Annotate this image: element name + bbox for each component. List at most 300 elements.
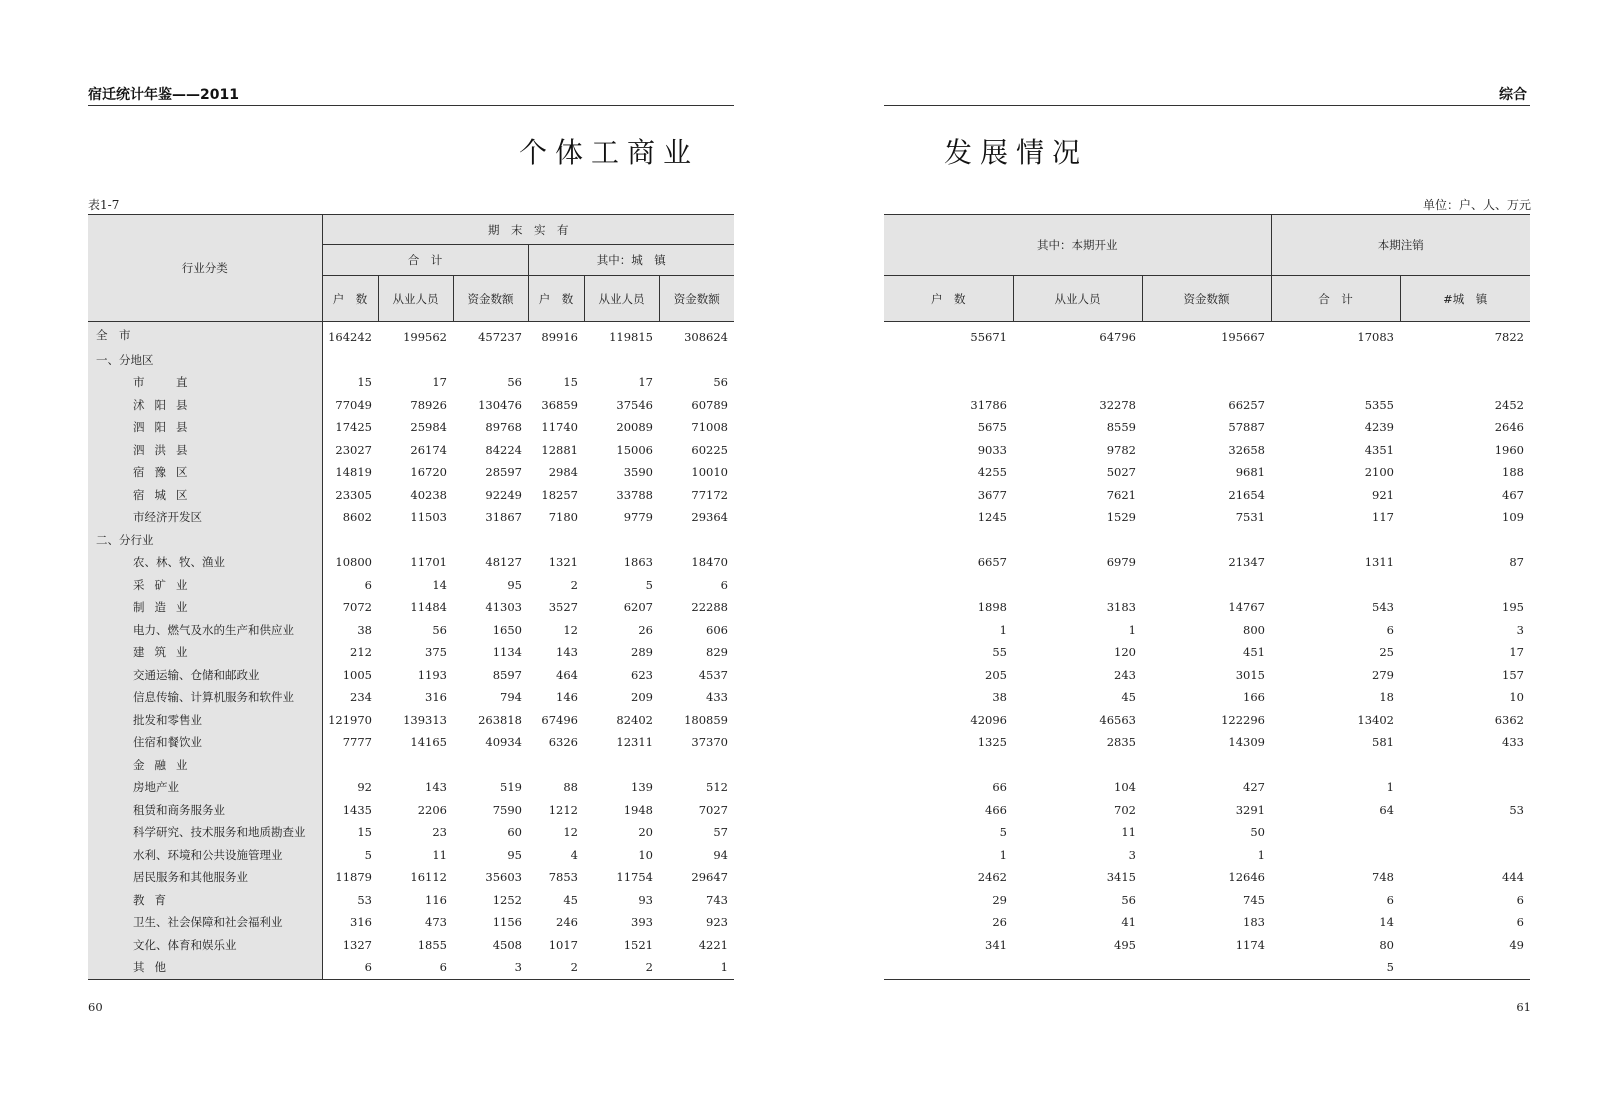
row-category: 二、分行业	[88, 529, 322, 552]
table-cell: 32658	[1228, 442, 1265, 457]
table-cell	[884, 956, 1013, 979]
table-cell: 581	[1372, 735, 1394, 750]
table-cell: 606	[706, 622, 728, 637]
table-cell	[528, 529, 584, 552]
table-cell	[659, 529, 734, 552]
row-category: 居民服务和其他服务业	[88, 866, 322, 889]
table-cell: 122296	[1221, 712, 1265, 727]
row-category: 房地产业	[88, 776, 322, 799]
table-cell	[584, 529, 659, 552]
table-cell: 1948	[623, 802, 653, 817]
table-cell: 56	[1121, 892, 1136, 907]
table-row	[884, 371, 1530, 394]
table-cell: 6	[1386, 622, 1394, 637]
header-category: 行业分类	[88, 215, 322, 322]
table-cell: 166	[1243, 690, 1265, 705]
table-cell: 109	[1502, 510, 1524, 525]
table-cell: 15	[563, 375, 578, 390]
right-data-table	[884, 214, 1530, 980]
table-cell: 829	[706, 645, 728, 660]
table-cell: 66	[992, 780, 1007, 795]
table-cell: 15006	[616, 442, 653, 457]
table-cell: 1	[1257, 847, 1265, 862]
table-cell: 473	[425, 915, 447, 930]
table-cell: 234	[350, 690, 372, 705]
table-cell: 512	[706, 780, 728, 795]
left-data-table	[88, 214, 734, 980]
table-cell: 6207	[623, 600, 653, 615]
table-cell: 3183	[1106, 600, 1136, 615]
table-row	[884, 596, 1530, 619]
table-cell	[1271, 371, 1400, 394]
table-cell	[1013, 529, 1142, 552]
table-cell: 18257	[541, 487, 578, 502]
table-cell: 157	[1502, 667, 1524, 682]
table-cell: 543	[1372, 600, 1394, 615]
table-row	[884, 664, 1530, 687]
table-row	[88, 394, 734, 417]
header-cancel-urban: #城 镇	[1400, 276, 1530, 322]
table-cell: 10010	[691, 465, 728, 480]
table-cell: 9779	[623, 510, 653, 525]
table-cell: 183	[1243, 915, 1265, 930]
header-urban-employees: 从业人员	[584, 276, 659, 322]
header-opened-employees: 从业人员	[1013, 276, 1142, 322]
table-cell: 1321	[548, 555, 578, 570]
table-row	[88, 322, 734, 349]
table-row	[88, 956, 734, 979]
table-cell: 427	[1243, 780, 1265, 795]
table-cell: 92	[357, 780, 372, 795]
table-row	[88, 641, 734, 664]
row-category: 住宿和餐饮业	[88, 731, 322, 754]
table-cell: 139	[631, 780, 653, 795]
table-cell: 1	[999, 622, 1007, 637]
table-cell: 53	[357, 892, 372, 907]
table-cell: 104	[1114, 780, 1136, 795]
table-cell	[884, 371, 1013, 394]
table-cell: 11740	[541, 420, 578, 435]
row-category: 宿豫区	[88, 461, 322, 484]
table-cell: 3415	[1106, 870, 1136, 885]
table-cell	[1013, 371, 1142, 394]
table-cell	[1400, 371, 1530, 394]
table-cell: 31867	[485, 510, 522, 525]
table-cell: 1017	[548, 937, 578, 952]
table-cell: 464	[556, 667, 578, 682]
table-cell: 195	[1502, 600, 1524, 615]
table-cell	[1400, 754, 1530, 777]
table-cell: 26	[992, 915, 1007, 930]
table-cell: 4508	[492, 937, 522, 952]
table-cell: 12	[563, 825, 578, 840]
row-category: 全 市	[88, 322, 322, 349]
table-cell: 13402	[1357, 712, 1394, 727]
table-cell: 4	[570, 847, 578, 862]
table-cell: 11754	[616, 870, 653, 885]
table-cell: 4537	[698, 667, 728, 682]
table-cell: 14309	[1228, 735, 1265, 750]
table-row	[88, 889, 734, 912]
table-cell: 89768	[485, 420, 522, 435]
table-cell: 67496	[541, 712, 578, 727]
table-cell: 1855	[417, 937, 447, 952]
table-cell: 2462	[977, 870, 1007, 885]
row-category: 信息传输、计算机服务和软件业	[88, 686, 322, 709]
table-cell: 1156	[492, 915, 522, 930]
table-cell: 5675	[977, 420, 1007, 435]
table-cell: 263818	[478, 712, 522, 727]
table-cell: 117	[1372, 510, 1394, 525]
table-cell: 12646	[1228, 870, 1265, 885]
table-cell: 6362	[1494, 712, 1524, 727]
table-cell	[1400, 349, 1530, 372]
table-cell: 3	[1516, 622, 1524, 637]
table-row	[88, 799, 734, 822]
table-cell: 143	[556, 645, 578, 660]
row-category: 教育	[88, 889, 322, 912]
table-cell: 11	[1121, 825, 1136, 840]
row-category: 建筑业	[88, 641, 322, 664]
table-row	[88, 596, 734, 619]
row-category: 泗洪县	[88, 439, 322, 462]
row-category: 科学研究、技术服务和地质勘查业	[88, 821, 322, 844]
table-cell: 116	[425, 892, 447, 907]
table-cell: 12311	[616, 735, 653, 750]
table-cell: 25	[1379, 645, 1394, 660]
table-cell: 12881	[541, 442, 578, 457]
table-cell: 7531	[1235, 510, 1265, 525]
table-row	[884, 461, 1530, 484]
table-cell: 11503	[410, 510, 447, 525]
table-cell: 60	[507, 825, 522, 840]
table-row	[884, 821, 1530, 844]
table-cell	[1271, 574, 1400, 597]
table-cell: 95	[507, 847, 522, 862]
table-cell: 37546	[616, 397, 653, 412]
table-cell: 17425	[335, 420, 372, 435]
table-row	[88, 934, 734, 957]
table-cell: 31786	[970, 397, 1007, 412]
table-cell: 1	[999, 847, 1007, 862]
table-cell	[378, 349, 453, 372]
table-cell: 7777	[342, 735, 372, 750]
table-cell: 121970	[328, 712, 372, 727]
table-cell: 433	[706, 690, 728, 705]
table-cell: 120	[1114, 645, 1136, 660]
table-cell: 60225	[691, 442, 728, 457]
table-cell: 29364	[691, 510, 728, 525]
row-category: 金融业	[88, 754, 322, 777]
table-row	[88, 866, 734, 889]
table-cell: 84224	[485, 442, 522, 457]
table-row	[88, 349, 734, 372]
row-category: 其他	[88, 956, 322, 979]
table-cell: 433	[1502, 735, 1524, 750]
left-table-body	[88, 322, 734, 980]
table-cell: 3291	[1235, 802, 1265, 817]
table-cell: 6	[322, 956, 378, 979]
table-row	[88, 619, 734, 642]
table-cell: 64	[1379, 802, 1394, 817]
row-category: 文化、体育和娱乐业	[88, 934, 322, 957]
table-cell	[584, 754, 659, 777]
table-cell	[1271, 529, 1400, 552]
row-category: 一、分地区	[88, 349, 322, 372]
table-cell: 20	[638, 825, 653, 840]
table-cell: 20089	[616, 420, 653, 435]
table-cell: 146	[556, 690, 578, 705]
table-cell: 95	[507, 577, 522, 592]
table-cell: 119815	[609, 330, 653, 345]
table-cell: 15	[357, 825, 372, 840]
table-cell: 3	[1128, 847, 1136, 862]
table-row	[88, 416, 734, 439]
table-cell: 10800	[335, 555, 372, 570]
table-cell	[1013, 956, 1142, 979]
table-row	[884, 754, 1530, 777]
table-row	[884, 619, 1530, 642]
table-cell	[1142, 574, 1271, 597]
table-cell: 2206	[417, 802, 447, 817]
table-row	[88, 686, 734, 709]
table-number: 表1-7	[88, 198, 120, 212]
header-cancel-total: 合 计	[1271, 276, 1400, 322]
table-cell: 10	[1509, 690, 1524, 705]
table-row	[884, 506, 1530, 529]
row-category: 卫生、社会保障和社会福利业	[88, 911, 322, 934]
table-cell: 64796	[1099, 330, 1136, 345]
table-cell: 1435	[342, 802, 372, 817]
table-row	[88, 439, 734, 462]
table-cell: 28597	[485, 465, 522, 480]
table-cell	[584, 349, 659, 372]
table-row	[88, 754, 734, 777]
table-row	[88, 844, 734, 867]
table-cell: 9681	[1235, 465, 1265, 480]
table-cell: 164242	[328, 330, 372, 345]
row-category: 租赁和商务服务业	[88, 799, 322, 822]
table-cell: 14165	[410, 735, 447, 750]
table-cell: 6979	[1106, 555, 1136, 570]
table-cell: 466	[985, 802, 1007, 817]
table-cell: 2	[528, 956, 584, 979]
table-cell: 743	[706, 892, 728, 907]
table-cell: 3527	[548, 600, 578, 615]
table-cell: 35603	[485, 870, 522, 885]
table-cell: 7590	[492, 802, 522, 817]
table-cell: 55671	[970, 330, 1007, 345]
table-cell: 921	[1372, 487, 1394, 502]
table-cell	[1271, 821, 1400, 844]
table-cell: 519	[500, 780, 522, 795]
table-cell: 7027	[698, 802, 728, 817]
table-cell	[1142, 956, 1271, 979]
row-category: 沭阳县	[88, 394, 322, 417]
table-cell: 4221	[698, 937, 728, 952]
table-cell: 1521	[623, 937, 653, 952]
table-cell: 246	[556, 915, 578, 930]
table-row	[884, 911, 1530, 934]
table-cell: 15	[357, 375, 372, 390]
table-cell: 14767	[1228, 600, 1265, 615]
table-row	[884, 416, 1530, 439]
table-cell: 7853	[548, 870, 578, 885]
table-cell	[453, 754, 528, 777]
table-row	[884, 799, 1530, 822]
table-row	[884, 776, 1530, 799]
table-cell: 451	[1243, 645, 1265, 660]
row-category: 农、林、牧、渔业	[88, 551, 322, 574]
row-category: 交通运输、仓储和邮政业	[88, 664, 322, 687]
header-opened: 其中：本期开业	[884, 215, 1271, 276]
table-cell: 341	[985, 937, 1007, 952]
table-row	[884, 529, 1530, 552]
table-cell: 53	[1509, 802, 1524, 817]
table-row	[884, 394, 1530, 417]
table-cell: 143	[425, 780, 447, 795]
table-cell: 6326	[548, 735, 578, 750]
table-cell: 9033	[977, 442, 1007, 457]
table-cell: 42096	[970, 712, 1007, 727]
table-cell: 93	[638, 892, 653, 907]
table-cell: 6	[720, 577, 728, 592]
table-row	[884, 709, 1530, 732]
table-cell: 8602	[342, 510, 372, 525]
table-cell: 17	[1509, 645, 1524, 660]
table-cell: 1650	[492, 622, 522, 637]
table-cell: 279	[1372, 667, 1394, 682]
table-cell: 1	[1386, 780, 1394, 795]
table-row	[88, 911, 734, 934]
table-cell: 1245	[977, 510, 1007, 525]
row-category: 市 直	[88, 371, 322, 394]
table-cell: 45	[563, 892, 578, 907]
table-cell: 139313	[403, 712, 447, 727]
table-cell: 6	[1386, 892, 1394, 907]
table-cell: 49	[1509, 937, 1524, 952]
table-cell: 5	[645, 577, 653, 592]
table-cell: 17	[638, 375, 653, 390]
table-cell: 5	[1271, 956, 1400, 979]
table-row	[88, 529, 734, 552]
table-cell: 923	[706, 915, 728, 930]
table-cell: 1252	[492, 892, 522, 907]
table-cell: 1212	[548, 802, 578, 817]
row-category: 采矿业	[88, 574, 322, 597]
table-row	[884, 439, 1530, 462]
table-cell: 495	[1114, 937, 1136, 952]
table-cell: 77172	[691, 487, 728, 502]
header-rule-right	[884, 105, 1530, 106]
table-cell: 56	[507, 375, 522, 390]
title-part-right: 发展情况	[944, 136, 1089, 169]
table-cell: 77049	[335, 397, 372, 412]
table-cell: 4351	[1364, 442, 1394, 457]
table-cell: 22288	[691, 600, 728, 615]
table-cell	[528, 349, 584, 372]
table-cell: 11701	[410, 555, 447, 570]
table-cell: 14819	[335, 465, 372, 480]
table-cell: 14	[1379, 915, 1394, 930]
table-cell: 38	[992, 690, 1007, 705]
table-cell: 23	[432, 825, 447, 840]
table-cell: 1005	[342, 667, 372, 682]
table-cell: 1898	[977, 600, 1007, 615]
table-cell	[1142, 529, 1271, 552]
table-cell: 71008	[691, 420, 728, 435]
table-row	[88, 484, 734, 507]
table-cell: 21654	[1228, 487, 1265, 502]
table-cell: 7822	[1494, 330, 1524, 345]
table-cell	[1271, 754, 1400, 777]
table-cell: 2	[584, 956, 659, 979]
table-cell: 745	[1243, 892, 1265, 907]
table-row	[88, 461, 734, 484]
table-cell: 209	[631, 690, 653, 705]
table-cell	[378, 529, 453, 552]
page-number-right: 61	[1516, 1000, 1531, 1014]
table-cell: 11	[432, 847, 447, 862]
table-cell: 6	[364, 577, 372, 592]
table-cell: 40934	[485, 735, 522, 750]
table-cell: 45	[1121, 690, 1136, 705]
table-cell: 41303	[485, 600, 522, 615]
header-cancelled: 本期注销	[1271, 215, 1530, 276]
table-cell	[322, 754, 378, 777]
table-cell: 18	[1379, 690, 1394, 705]
table-cell	[1400, 776, 1530, 799]
table-cell: 748	[1372, 870, 1394, 885]
table-cell: 1863	[623, 555, 653, 570]
table-cell	[659, 349, 734, 372]
header-households: 户 数	[322, 276, 378, 322]
table-cell	[884, 754, 1013, 777]
header-urban: 其中：城 镇	[528, 245, 734, 276]
table-cell	[1142, 754, 1271, 777]
table-cell: 18470	[691, 555, 728, 570]
table-cell: 5027	[1106, 465, 1136, 480]
table-cell: 467	[1502, 487, 1524, 502]
table-cell: 17083	[1357, 330, 1394, 345]
table-cell: 57	[713, 825, 728, 840]
table-cell	[378, 754, 453, 777]
table-row	[884, 349, 1530, 372]
table-cell	[528, 754, 584, 777]
table-cell: 6	[1516, 915, 1524, 930]
table-cell: 180859	[684, 712, 728, 727]
table-cell: 23305	[335, 487, 372, 502]
row-category: 宿城区	[88, 484, 322, 507]
table-cell: 212	[350, 645, 372, 660]
header-employees: 从业人员	[378, 276, 453, 322]
table-row	[884, 934, 1530, 957]
table-cell: 6	[378, 956, 453, 979]
table-cell: 50	[1250, 825, 1265, 840]
table-row	[88, 664, 734, 687]
table-cell: 57887	[1228, 420, 1265, 435]
right-page	[804, 0, 1609, 1099]
table-cell	[1142, 349, 1271, 372]
table-cell: 33788	[616, 487, 653, 502]
table-cell	[1013, 349, 1142, 372]
table-cell: 37370	[691, 735, 728, 750]
table-cell	[1271, 349, 1400, 372]
header-period-end: 期 末 实 有	[322, 215, 734, 245]
header-urban-households: 户 数	[528, 276, 584, 322]
table-cell: 23027	[335, 442, 372, 457]
header-opened-capital: 资金数额	[1142, 276, 1271, 322]
